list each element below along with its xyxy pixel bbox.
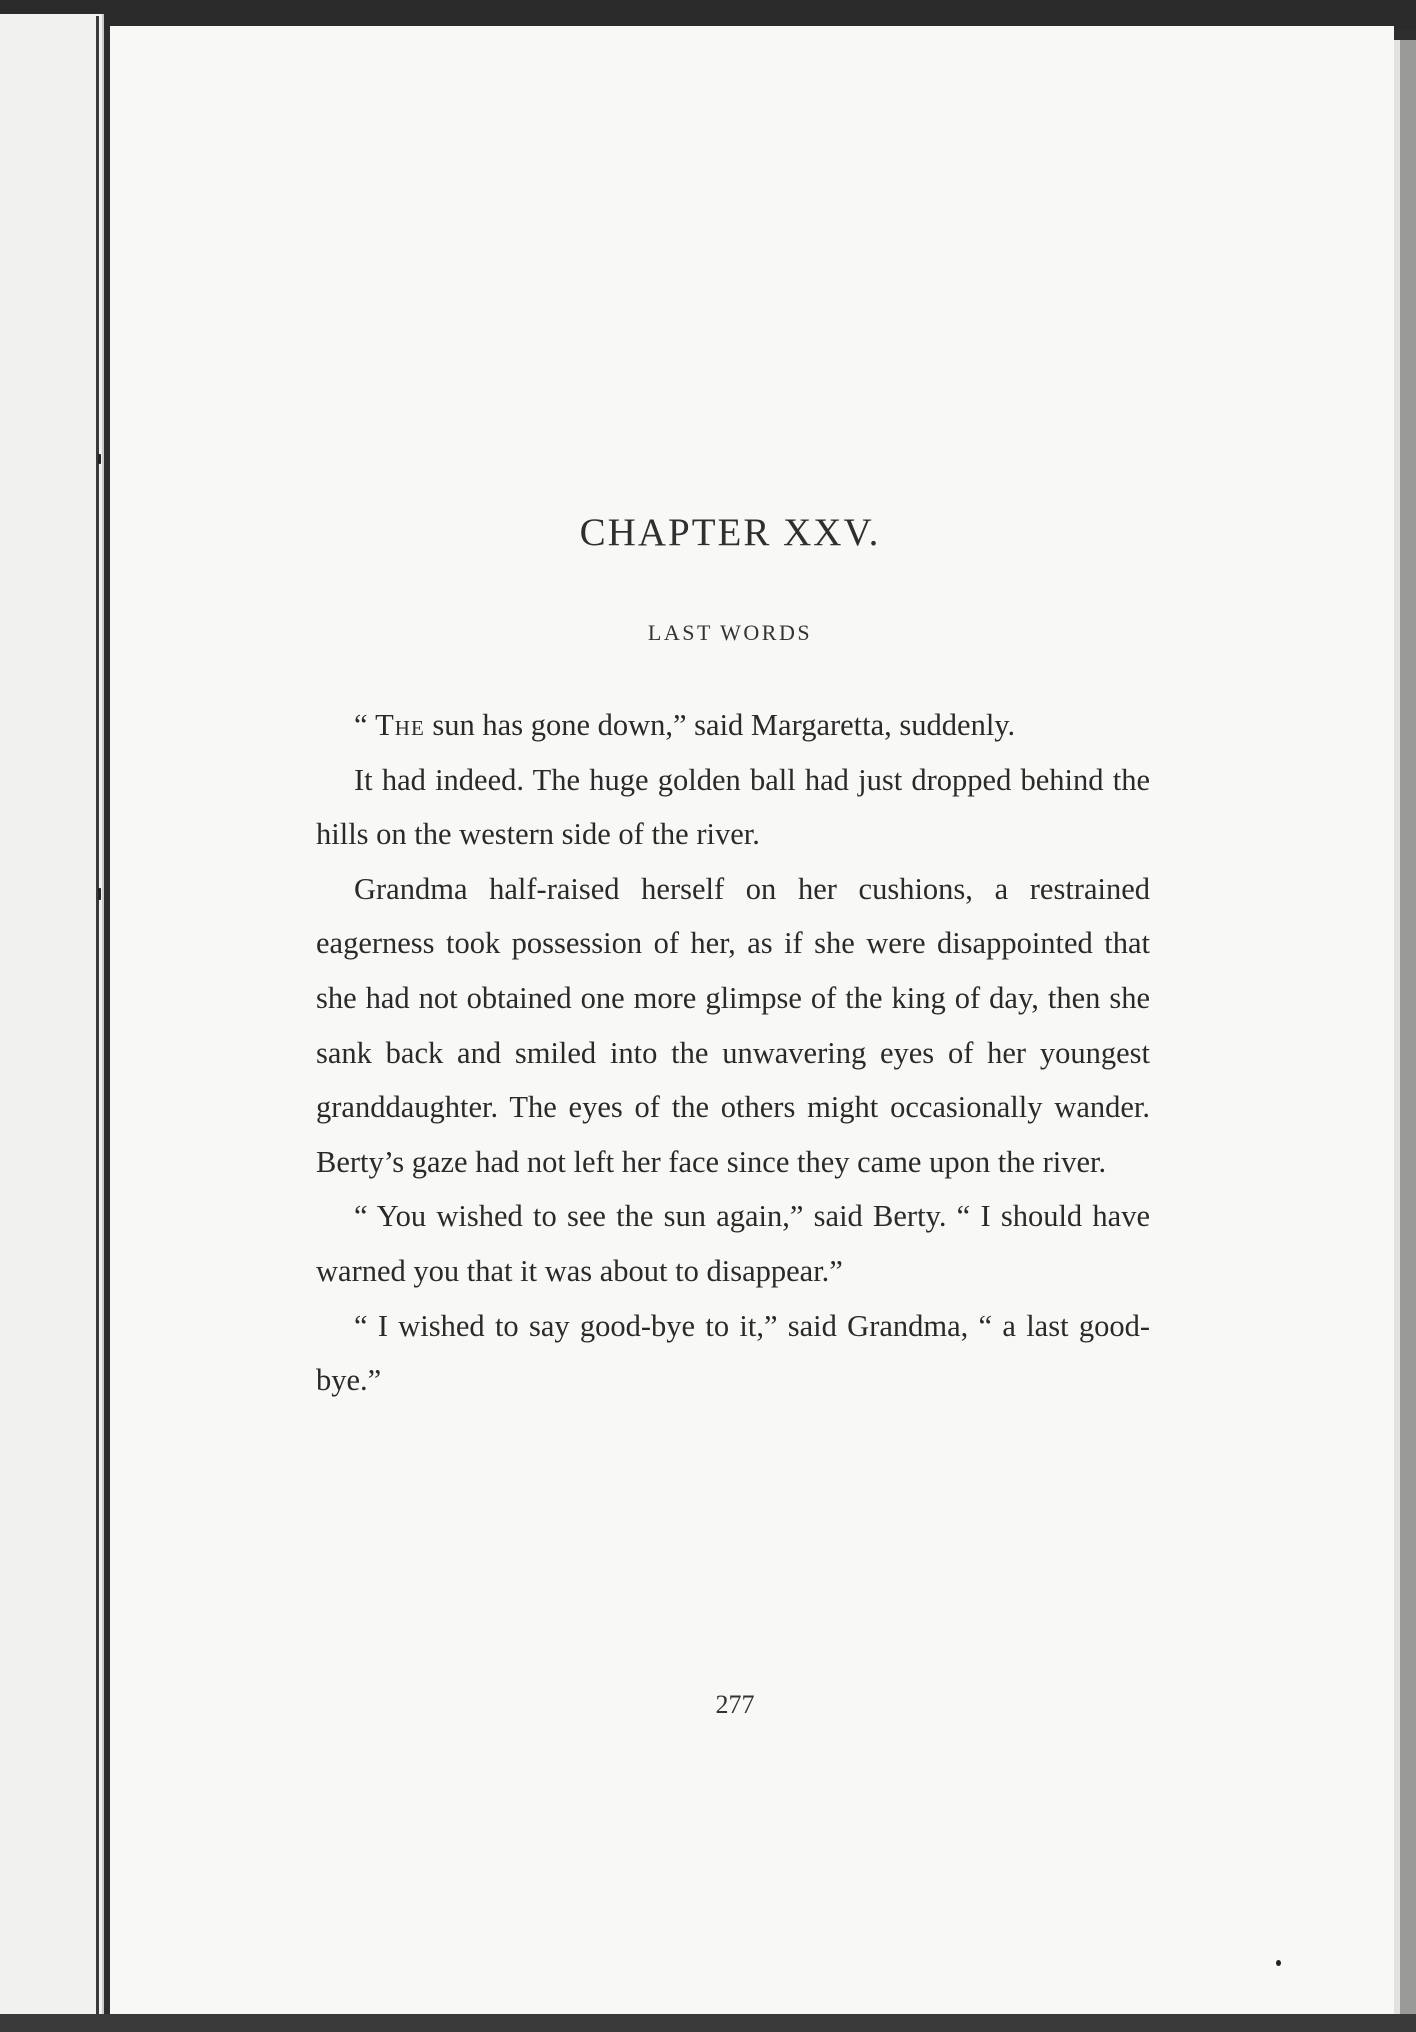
chapter-title: CHAPTER XXV. xyxy=(579,511,881,554)
paragraph: “ You wished to see the sun again,” said Berty. “ I should have warned you that it was about to disappear.” xyxy=(316,1199,1150,1288)
paragraph: “ I wished to say good-bye to it,” said Grandma, “ a last good-bye.” xyxy=(316,1308,1150,1398)
chapter-body xyxy=(316,698,1150,1408)
page-number: 277 xyxy=(715,1690,755,1719)
paragraph xyxy=(316,698,1150,753)
paragraph: Grandma half-raised herself on her cushions, a restrained eagerness took possession of her, as if she were disappointed that she had not obtained one more glimpse of the king of day, then she sank back and smiled into the unwavering eyes of her youngest granddaughter. The eyes of the others might occasionally wander. Berty’s gaze had not left her face since they came upon the river. xyxy=(316,871,1150,1179)
opening-quote: “ xyxy=(354,708,376,742)
chapter-subtitle: LAST WORDS xyxy=(647,620,813,645)
dust-speck xyxy=(1276,1960,1281,1966)
page-edge-highlight xyxy=(1394,40,1400,2032)
paragraph: It had indeed. The huge golden ball had just dropped behind the hills on the western side of the river. xyxy=(316,762,1150,852)
opening-word: The xyxy=(375,708,425,742)
scan-bottom-edge xyxy=(0,2014,1416,2032)
facing-page-edge xyxy=(0,14,104,2032)
dust-speck xyxy=(98,888,101,900)
binding-gutter xyxy=(96,16,99,2032)
paragraph-text: sun has gone down,” said Margaretta, suddenly. xyxy=(424,708,1016,742)
dust-speck xyxy=(98,454,101,464)
